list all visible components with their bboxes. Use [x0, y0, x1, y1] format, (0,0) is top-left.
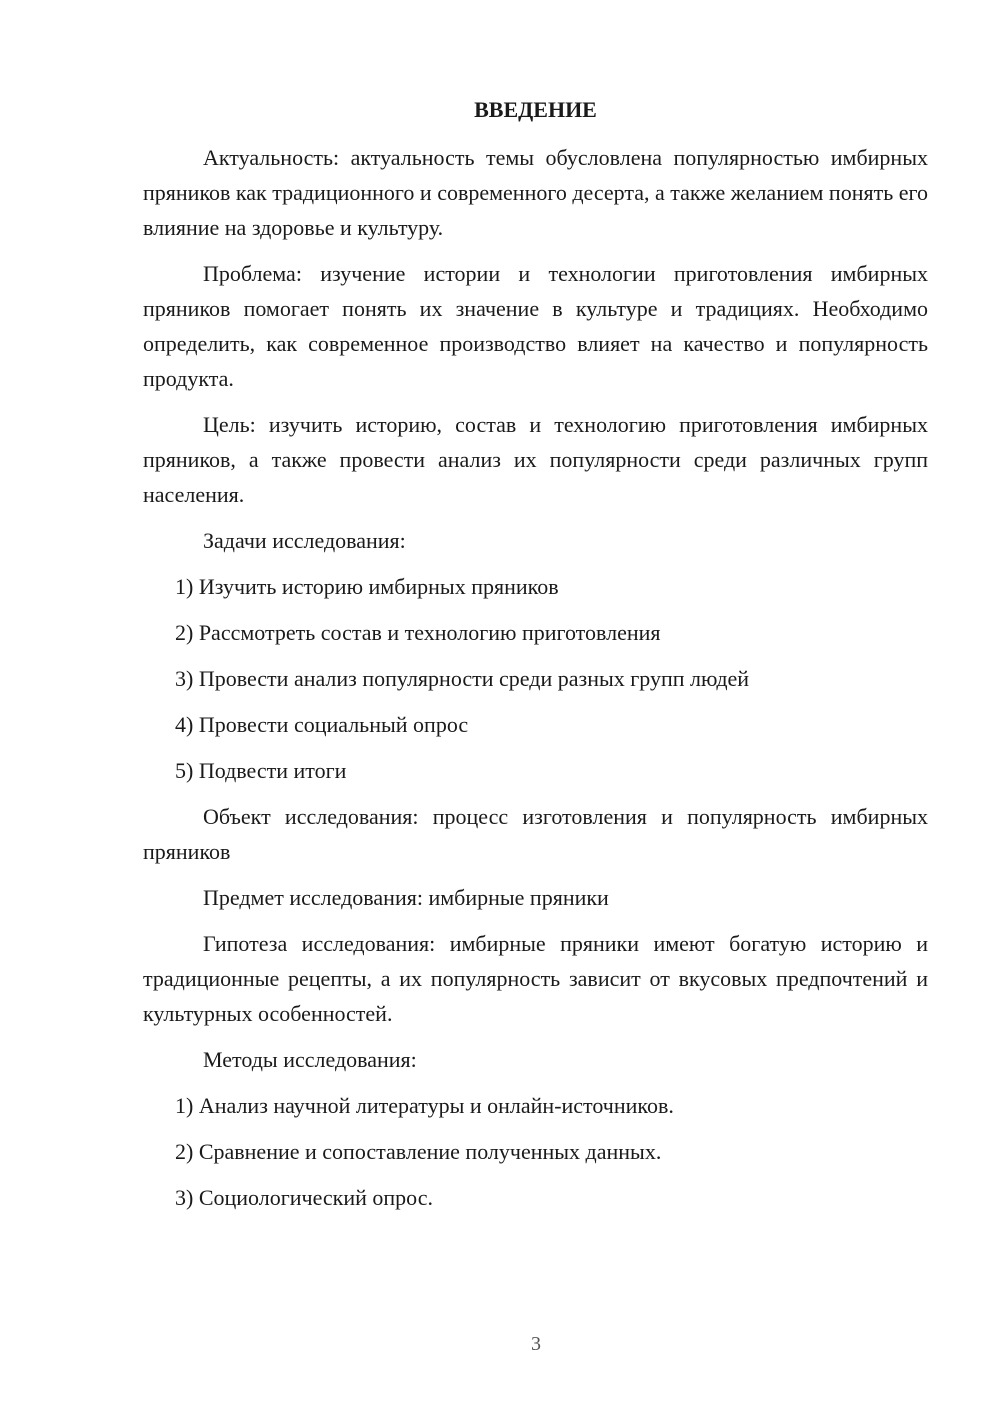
task-item-1: 1) Изучить историю имбирных пряников	[175, 574, 559, 599]
document-page	[143, 92, 928, 1226]
object-paragraph: Объект исследования: процесс изготовления и популярность имбирных пряников	[143, 804, 928, 864]
method-item-2: 2) Сравнение и сопоставление полученных данных.	[175, 1139, 662, 1164]
relevance-paragraph: Актуальность: актуальность темы обусловлена популярностью имбирных пряников как традиционного и современного десерта, а также желанием понять его влияние на здоровье и культуру.	[143, 145, 928, 240]
page-title: ВВЕДЕНИЕ	[474, 97, 597, 122]
methods-heading: Методы исследования:	[203, 1047, 417, 1072]
hypothesis-paragraph: Гипотеза исследования: имбирные пряники имеют богатую историю и традиционные рецепты, а их популярность зависит от вкусовых предпочтений и культурных особенностей.	[143, 931, 928, 1026]
task-item-2: 2) Рассмотреть состав и технологию приготовления	[175, 620, 661, 645]
subject-line: Предмет исследования: имбирные пряники	[203, 885, 609, 910]
goal-paragraph: Цель: изучить историю, состав и технологию приготовления имбирных пряников, а также провести анализ их популярности среди различных групп населения.	[143, 412, 928, 507]
method-item-3: 3) Социологический опрос.	[175, 1185, 433, 1210]
task-item-4: 4) Провести социальный опрос	[175, 712, 469, 737]
task-item-3: 3) Провести анализ популярности среди разных групп людей	[175, 666, 750, 691]
method-item-1: 1) Анализ научной литературы и онлайн-источников.	[175, 1093, 674, 1118]
tasks-heading: Задачи исследования:	[203, 528, 406, 553]
task-item-5: 5) Подвести итоги	[175, 758, 347, 783]
problem-paragraph: Проблема: изучение истории и технологии приготовления имбирных пряников помогает понять их значение в культуре и традициях. Необходимо определить, как современное производство влияет на качество и популярность продукта.	[143, 261, 928, 391]
page-number: 3	[531, 1333, 541, 1355]
